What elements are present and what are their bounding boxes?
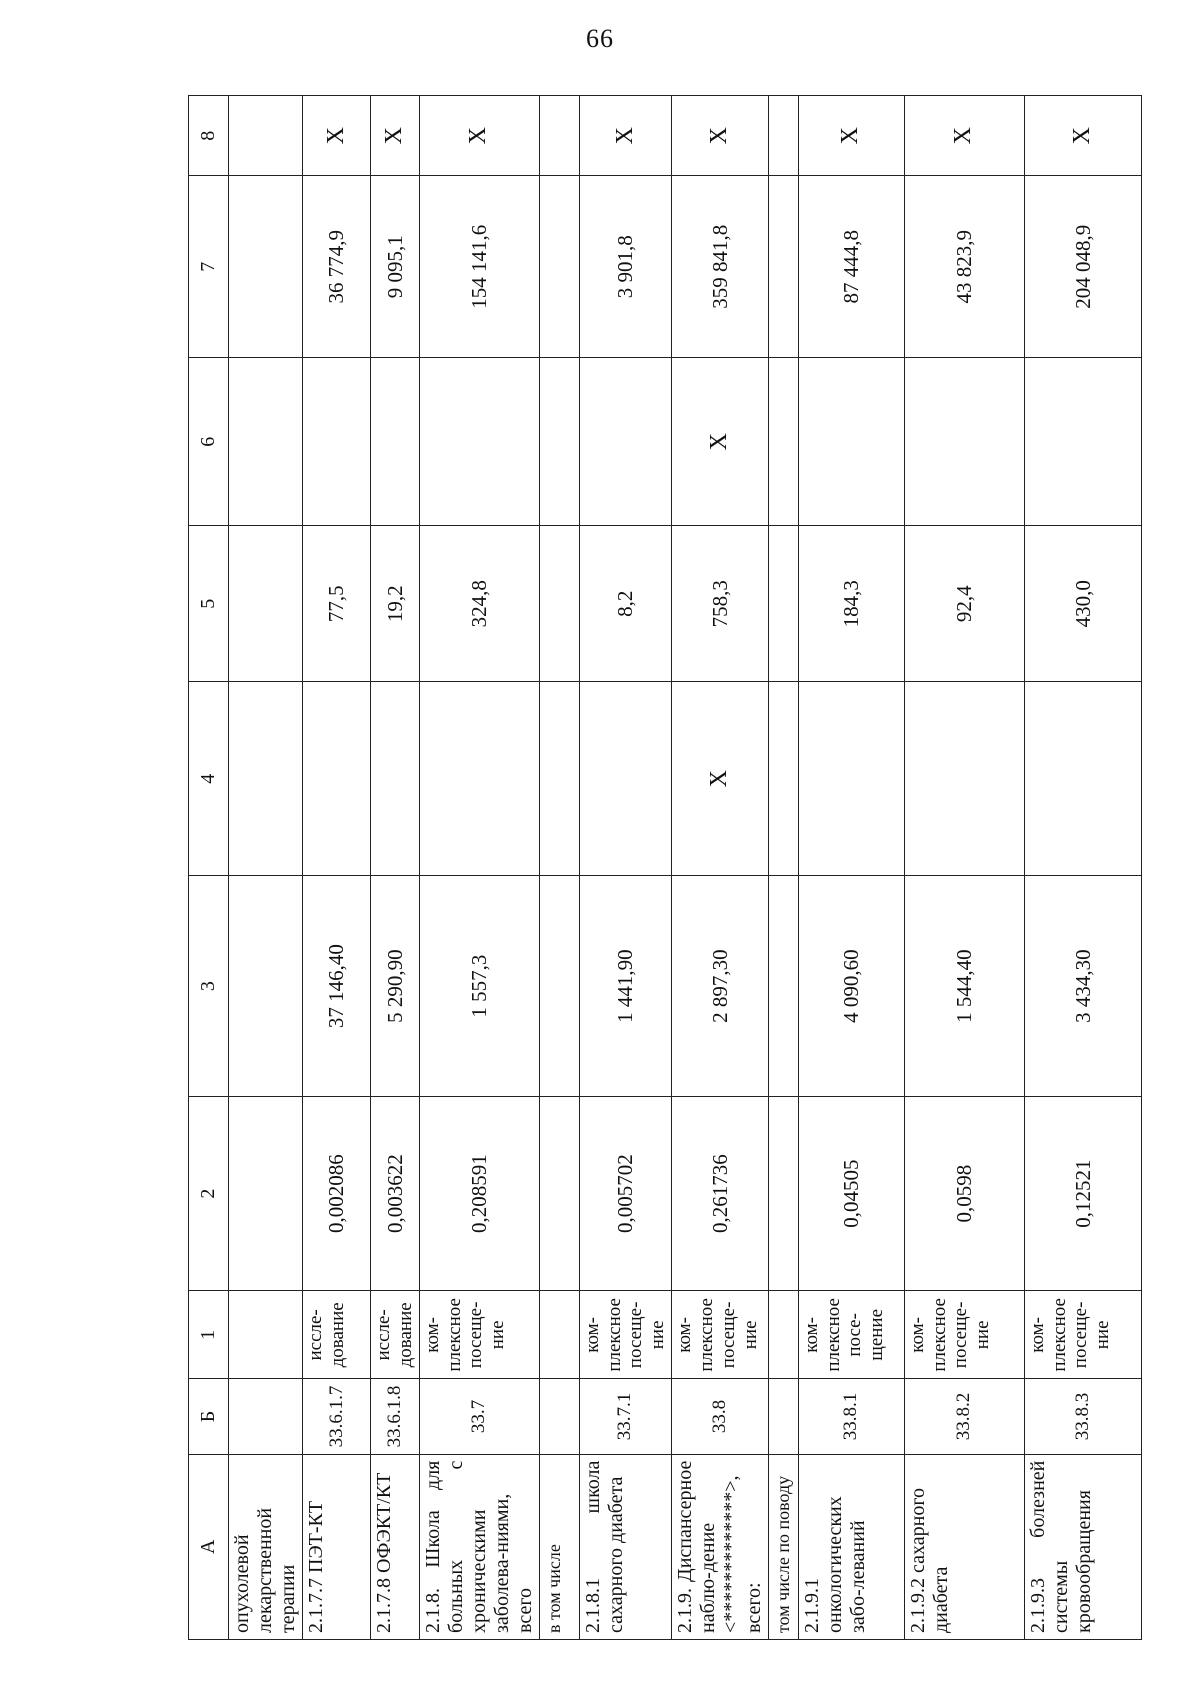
row-col-5: 19,2 xyxy=(371,526,420,682)
row-col-3: 4 090,60 xyxy=(798,876,904,1096)
row-label: в том числе xyxy=(539,1454,579,1639)
table-header-row xyxy=(189,96,229,1640)
row-col-8: X xyxy=(672,96,769,176)
table-row xyxy=(303,96,371,1640)
row-unit: иссле-дование xyxy=(303,1291,371,1379)
row-col-6 xyxy=(303,357,371,526)
table-row xyxy=(769,96,799,1640)
row-col-5: 324,8 xyxy=(419,526,539,682)
table-row xyxy=(672,96,769,1640)
row-col-7: 204 048,9 xyxy=(1024,176,1141,357)
row-label: 2.1.7.7 ПЭТ-КТ xyxy=(303,1454,371,1639)
row-unit: ком-плексное посеще-ние xyxy=(1024,1291,1141,1379)
row-col-2: 0,208591 xyxy=(419,1096,539,1290)
row-col-7: 359 841,8 xyxy=(672,176,769,357)
row-col-8 xyxy=(769,96,799,176)
row-col-7: 154 141,6 xyxy=(419,176,539,357)
row-col-5: 77,5 xyxy=(303,526,371,682)
table-row xyxy=(579,96,671,1640)
row-col-7 xyxy=(229,176,303,357)
header-cell: 4 xyxy=(189,682,229,876)
row-col-4 xyxy=(229,682,303,876)
row-unit: ком-плексное посеще-ние xyxy=(419,1291,539,1379)
row-col-7 xyxy=(539,176,579,357)
row-col-2: 0,002086 xyxy=(303,1096,371,1290)
table-row xyxy=(539,96,579,1640)
row-col-8: X xyxy=(1024,96,1141,176)
row-code: 33.7 xyxy=(419,1379,539,1454)
table-row xyxy=(904,96,1024,1640)
row-col-5 xyxy=(539,526,579,682)
row-col-2: 0,04505 xyxy=(798,1096,904,1290)
row-label: 2.1.9.1 онкологических забо-леваний xyxy=(798,1454,904,1639)
row-col-4 xyxy=(539,682,579,876)
row-col-6: X xyxy=(672,357,769,526)
row-col-3: 1 557,3 xyxy=(419,876,539,1096)
row-col-2 xyxy=(539,1096,579,1290)
row-col-6 xyxy=(539,357,579,526)
row-col-4 xyxy=(371,682,420,876)
row-col-2 xyxy=(229,1096,303,1290)
row-col-3: 1 544,40 xyxy=(904,876,1024,1096)
row-col-4: X xyxy=(672,682,769,876)
row-col-5 xyxy=(769,526,799,682)
table-row xyxy=(419,96,539,1640)
row-col-2 xyxy=(769,1096,799,1290)
row-code: 33.6.1.8 xyxy=(371,1379,420,1454)
row-col-4 xyxy=(579,682,671,876)
row-col-3: 2 897,30 xyxy=(672,876,769,1096)
row-col-2: 0,003622 xyxy=(371,1096,420,1290)
row-unit xyxy=(539,1291,579,1379)
row-col-3: 37 146,40 xyxy=(303,876,371,1096)
row-col-8: X xyxy=(371,96,420,176)
row-col-8: X xyxy=(904,96,1024,176)
row-code: 33.8.3 xyxy=(1024,1379,1141,1454)
row-col-6 xyxy=(419,357,539,526)
row-col-3 xyxy=(539,876,579,1096)
table-row xyxy=(371,96,420,1640)
row-unit xyxy=(229,1291,303,1379)
row-label: 2.1.8. Школа для больных с хроническими заболева-ниями, всего xyxy=(419,1454,539,1639)
row-col-8: X xyxy=(579,96,671,176)
header-cell: А xyxy=(189,1454,229,1639)
row-col-7 xyxy=(769,176,799,357)
row-col-8 xyxy=(229,96,303,176)
header-cell: 3 xyxy=(189,876,229,1096)
row-col-6 xyxy=(1024,357,1141,526)
row-col-8: X xyxy=(419,96,539,176)
row-col-5: 184,3 xyxy=(798,526,904,682)
row-unit: иссле-дование xyxy=(371,1291,420,1379)
header-cell: Б xyxy=(189,1379,229,1454)
row-col-2: 0,005702 xyxy=(579,1096,671,1290)
header-cell: 2 xyxy=(189,1096,229,1290)
row-unit xyxy=(769,1291,799,1379)
header-cell: 8 xyxy=(189,96,229,176)
header-cell: 7 xyxy=(189,176,229,357)
data-table xyxy=(188,95,1142,1640)
row-col-8: X xyxy=(798,96,904,176)
row-col-8: X xyxy=(303,96,371,176)
row-col-6 xyxy=(769,357,799,526)
row-col-2: 0,0598 xyxy=(904,1096,1024,1290)
row-code: 33.7.1 xyxy=(579,1379,671,1454)
table-row xyxy=(798,96,904,1640)
row-label: том числе по поводу xyxy=(769,1454,799,1639)
row-col-7: 9 095,1 xyxy=(371,176,420,357)
row-col-6 xyxy=(904,357,1024,526)
row-unit: ком-плексное посе-щение xyxy=(798,1291,904,1379)
row-code: 33.6.1.7 xyxy=(303,1379,371,1454)
row-col-7: 36 774,9 xyxy=(303,176,371,357)
row-col-6 xyxy=(798,357,904,526)
row-col-4 xyxy=(904,682,1024,876)
row-col-2: 0,12521 xyxy=(1024,1096,1141,1290)
row-col-2: 0,261736 xyxy=(672,1096,769,1290)
row-unit: ком-плексное посеще-ние xyxy=(579,1291,671,1379)
row-code xyxy=(539,1379,579,1454)
table-row xyxy=(1024,96,1141,1640)
row-col-7: 87 444,8 xyxy=(798,176,904,357)
row-col-3: 1 441,90 xyxy=(579,876,671,1096)
row-col-5: 8,2 xyxy=(579,526,671,682)
row-col-7: 43 823,9 xyxy=(904,176,1024,357)
row-code xyxy=(229,1379,303,1454)
row-col-6 xyxy=(229,357,303,526)
row-col-5: 92,4 xyxy=(904,526,1024,682)
row-label: 2.1.9.2 сахарного диабета xyxy=(904,1454,1024,1639)
row-col-5: 758,3 xyxy=(672,526,769,682)
row-col-6 xyxy=(371,357,420,526)
row-label: 2.1.8.1 школа сахарного диабета xyxy=(579,1454,671,1639)
row-col-3: 5 290,90 xyxy=(371,876,420,1096)
row-unit: ком-плексное посеще-ние xyxy=(672,1291,769,1379)
row-col-3: 3 434,30 xyxy=(1024,876,1141,1096)
row-col-7: 3 901,8 xyxy=(579,176,671,357)
row-label: 2.1.9.3 болезней системы кровообращения xyxy=(1024,1454,1141,1639)
table-row xyxy=(229,96,303,1640)
row-col-4 xyxy=(303,682,371,876)
row-col-4 xyxy=(798,682,904,876)
row-label: опухолевой лекарственной терапии xyxy=(229,1454,303,1639)
row-code: 33.8.1 xyxy=(798,1379,904,1454)
row-code: 33.8.2 xyxy=(904,1379,1024,1454)
row-col-6 xyxy=(579,357,671,526)
row-col-5 xyxy=(229,526,303,682)
row-col-3 xyxy=(229,876,303,1096)
header-cell: 1 xyxy=(189,1291,229,1379)
row-code xyxy=(769,1379,799,1454)
row-unit: ком-плексное посеще-ние xyxy=(904,1291,1024,1379)
row-label: 2.1.7.8 ОФЭКТ/КТ xyxy=(371,1454,420,1639)
row-col-4 xyxy=(1024,682,1141,876)
page-number: 66 xyxy=(586,24,614,53)
row-col-4 xyxy=(769,682,799,876)
row-label: 2.1.9. Диспансерное наблю-дение <*************>, всего: xyxy=(672,1454,769,1639)
header-cell: 6 xyxy=(189,357,229,526)
row-code: 33.8 xyxy=(672,1379,769,1454)
rotated-table-container xyxy=(188,95,1114,1640)
row-col-5: 430,0 xyxy=(1024,526,1141,682)
row-col-3 xyxy=(769,876,799,1096)
header-cell: 5 xyxy=(189,526,229,682)
row-col-4 xyxy=(419,682,539,876)
row-col-8 xyxy=(539,96,579,176)
